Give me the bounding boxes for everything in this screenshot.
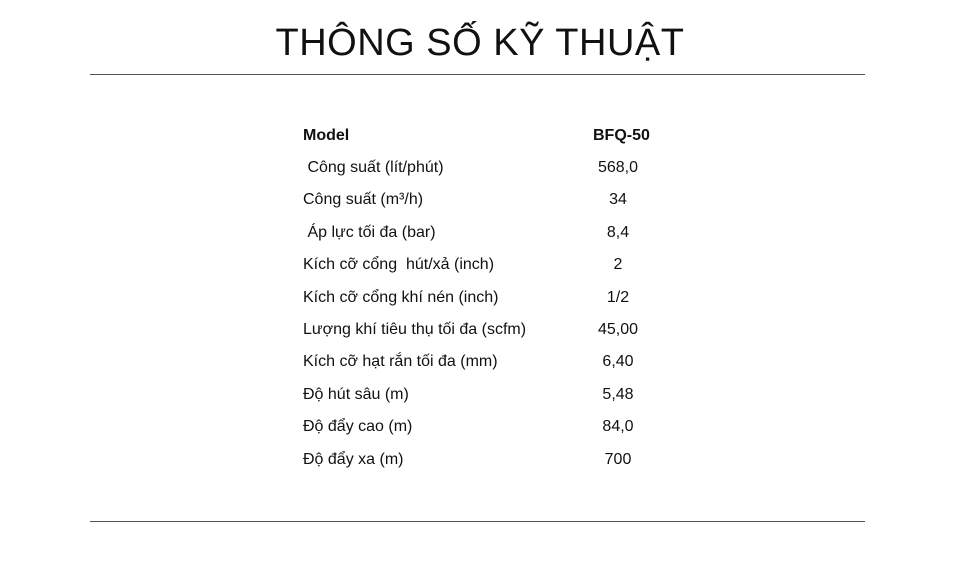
page-title: THÔNG SỐ KỸ THUẬT: [275, 22, 685, 64]
spec-label: Kích cỡ cổng khí nén (inch): [303, 288, 499, 306]
top-divider: [90, 74, 865, 75]
table-row: [303, 217, 723, 249]
table-row: [303, 411, 723, 443]
spec-value: 700: [604, 450, 632, 468]
header-label: Model: [303, 127, 350, 144]
bottom-divider: [90, 521, 865, 522]
spec-value: 2: [613, 256, 623, 274]
spec-label: Công suất (m³/h): [303, 191, 424, 209]
spec-value: 6,40: [602, 353, 634, 371]
spec-label: Độ hút sâu (m): [303, 385, 409, 403]
table-row: [303, 346, 723, 378]
spec-label: Độ đẩy xa (m): [303, 450, 404, 468]
spec-label: Áp lực tối đa (bar): [303, 223, 436, 241]
spec-value: 45,00: [597, 320, 639, 338]
spec-table: [303, 120, 723, 476]
table-row: [303, 184, 723, 216]
spec-value: 84,0: [602, 418, 634, 436]
spec-label: Độ đẩy cao (m): [303, 418, 413, 436]
spec-label: Kích cỡ hạt rắn tối đa (mm): [303, 353, 498, 371]
table-row: [303, 152, 723, 184]
spec-label: Kích cỡ cổng hút/xả (inch): [303, 256, 495, 274]
spec-value: 34: [609, 191, 627, 209]
table-row: [303, 249, 723, 281]
spec-label: Lượng khí tiêu thụ tối đa (scfm): [303, 320, 527, 338]
table-row: [303, 282, 723, 314]
spec-label: Công suất (lít/phút): [303, 159, 444, 176]
table-row: [303, 444, 723, 476]
table-row: [303, 379, 723, 411]
header-value: BFQ-50: [593, 127, 650, 144]
spec-value: 1/2: [606, 288, 630, 306]
spec-value: 5,48: [602, 385, 634, 403]
spec-value: 8,4: [606, 223, 630, 241]
spec-value: 568,0: [597, 159, 639, 176]
table-header-row: [303, 120, 723, 152]
table-row: [303, 314, 723, 346]
